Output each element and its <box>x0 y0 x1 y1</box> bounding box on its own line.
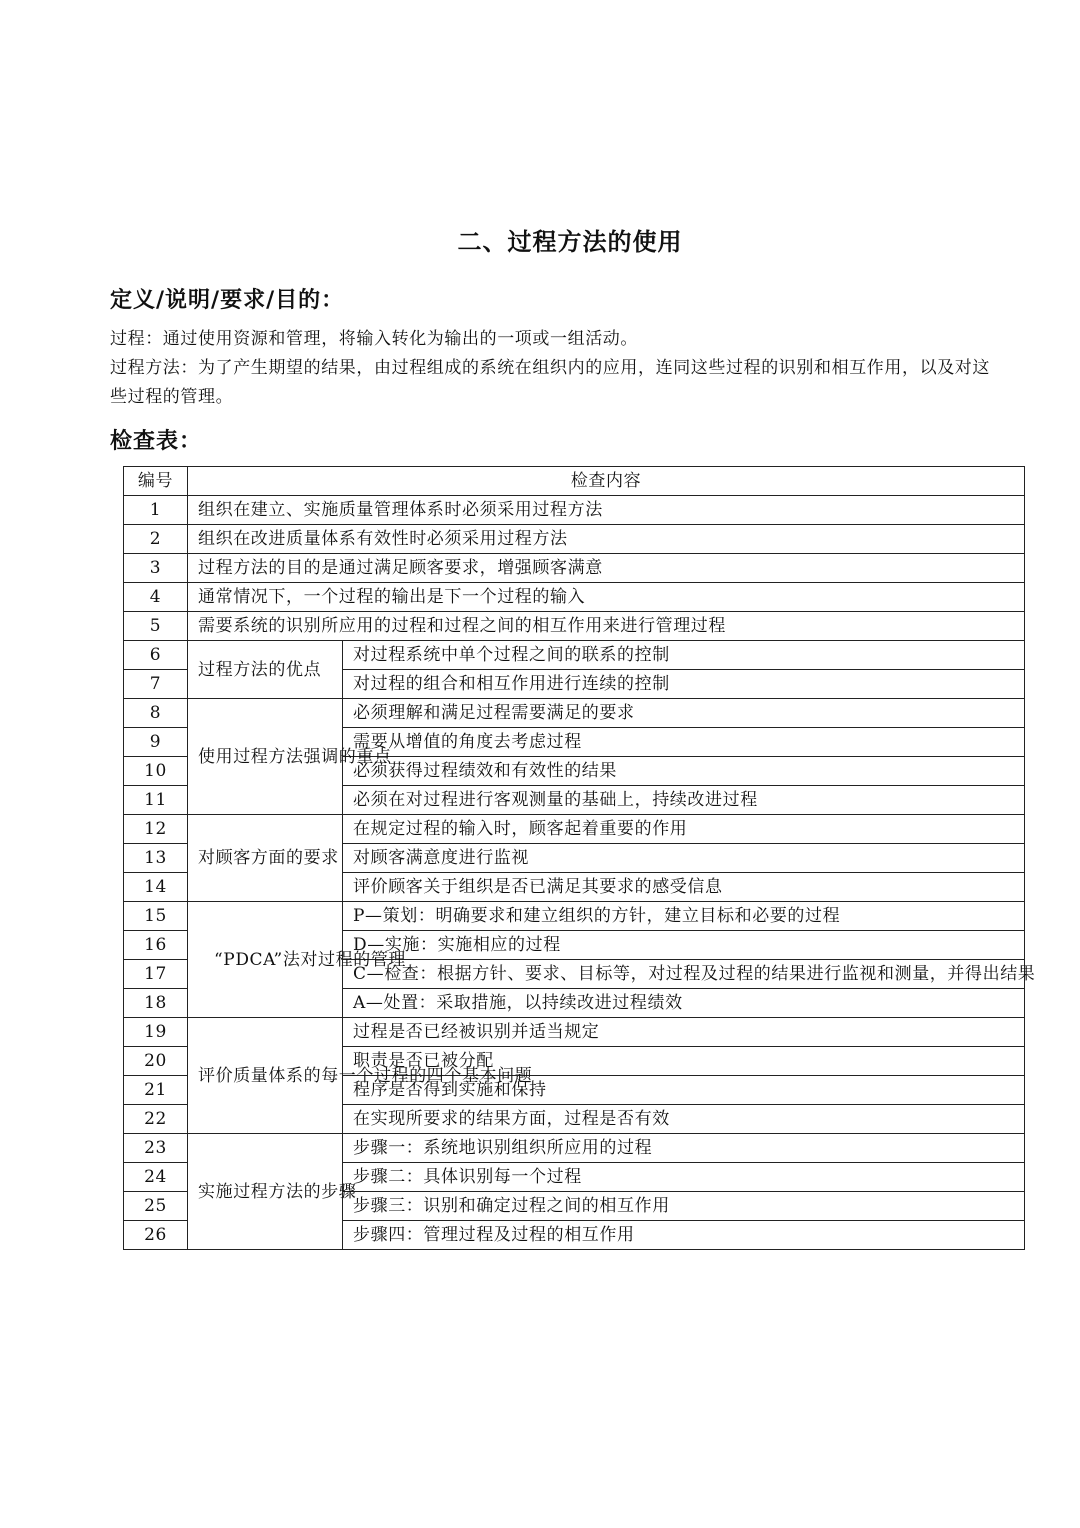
row-number: 18 <box>124 989 188 1018</box>
row-content: 评价顾客关于组织是否已满足其要求的感受信息 <box>343 873 1025 902</box>
row-number: 9 <box>124 728 188 757</box>
row-number: 25 <box>124 1192 188 1221</box>
row-number: 3 <box>124 554 188 583</box>
row-number: 10 <box>124 757 188 786</box>
row-number: 14 <box>124 873 188 902</box>
row-number: 1 <box>124 496 188 525</box>
row-content: C—检查：根据方针、要求、目标等，对过程及过程的结果进行监视和测量，并得出结果 <box>343 960 1025 989</box>
table-row <box>124 815 1025 844</box>
table-row <box>124 1134 1025 1163</box>
row-number: 11 <box>124 786 188 815</box>
category-four-questions: 评价质量体系的每一个过程的四个基本问题 <box>188 1018 343 1134</box>
row-content: 步骤四：管理过程及过程的相互作用 <box>343 1221 1025 1250</box>
definition-paragraph-process-approach: 过程方法：为了产生期望的结果，由过程组成的系统在组织内的应用，连同这些过程的识别和相互作用，以及对这些过程的管理。 <box>110 358 990 407</box>
checklist-heading: 检查表： <box>110 429 203 454</box>
category-advantages: 过程方法的优点 <box>188 641 343 699</box>
row-content: 程序是否得到实施和保持 <box>343 1076 1025 1105</box>
table-row <box>124 525 1025 554</box>
row-number: 26 <box>124 1221 188 1250</box>
row-content: 需要从增值的角度去考虑过程 <box>343 728 1025 757</box>
table-row <box>124 583 1025 612</box>
row-content: 在实现所要求的结果方面，过程是否有效 <box>343 1105 1025 1134</box>
page-title: 二、过程方法的使用 <box>457 228 683 256</box>
definition-paragraph-process: 过程：通过使用资源和管理，将输入转化为输出的一项或一组活动。 <box>110 329 638 349</box>
table-row <box>124 699 1025 728</box>
row-content: 职责是否已被分配 <box>343 1047 1025 1076</box>
row-content: 对过程的组合和相互作用进行连续的控制 <box>343 670 1025 699</box>
row-number: 6 <box>124 641 188 670</box>
row-content: 在规定过程的输入时，顾客起着重要的作用 <box>343 815 1025 844</box>
header-content: 检查内容 <box>188 467 1025 496</box>
row-content: 组织在改进质量体系有效性时必须采用过程方法 <box>188 525 1025 554</box>
row-number: 12 <box>124 815 188 844</box>
row-content: 对顾客满意度进行监视 <box>343 844 1025 873</box>
row-content: 需要系统的识别所应用的过程和过程之间的相互作用来进行管理过程 <box>188 612 1025 641</box>
header-number: 编号 <box>124 467 188 496</box>
row-number: 17 <box>124 960 188 989</box>
row-number: 22 <box>124 1105 188 1134</box>
checklist-table <box>123 466 1036 1250</box>
table-row <box>124 496 1025 525</box>
row-number: 23 <box>124 1134 188 1163</box>
row-number: 13 <box>124 844 188 873</box>
row-number: 16 <box>124 931 188 960</box>
row-number: 20 <box>124 1047 188 1076</box>
table-row <box>124 902 1025 931</box>
category-emphasis: 使用过程方法强调的重点 <box>188 699 343 815</box>
row-content: 必须获得过程绩效和有效性的结果 <box>343 757 1025 786</box>
row-content: 组织在建立、实施质量管理体系时必须采用过程方法 <box>188 496 1025 525</box>
row-content: A—处置：采取措施，以持续改进过程绩效 <box>343 989 1025 1018</box>
row-content: P—策划：明确要求和建立组织的方针，建立目标和必要的过程 <box>343 902 1025 931</box>
row-content: 过程是否已经被识别并适当规定 <box>343 1018 1025 1047</box>
table-row <box>124 641 1025 670</box>
row-number: 21 <box>124 1076 188 1105</box>
row-number: 15 <box>124 902 188 931</box>
table-row <box>124 554 1025 583</box>
row-content: 必须理解和满足过程需要满足的要求 <box>343 699 1025 728</box>
table-row <box>124 1018 1025 1047</box>
row-content: 对过程系统中单个过程之间的联系的控制 <box>343 641 1025 670</box>
category-pdca: “PDCA”法对过程的管理 <box>188 902 343 1018</box>
definition-heading: 定义/说明/要求/目的： <box>110 288 345 313</box>
row-number: 19 <box>124 1018 188 1047</box>
row-content: 过程方法的目的是通过满足顾客要求，增强顾客满意 <box>188 554 1025 583</box>
row-number: 4 <box>124 583 188 612</box>
row-content: 步骤三：识别和确定过程之间的相互作用 <box>343 1192 1025 1221</box>
row-number: 7 <box>124 670 188 699</box>
row-content: 步骤一：系统地识别组织所应用的过程 <box>343 1134 1025 1163</box>
row-number: 8 <box>124 699 188 728</box>
category-customer-requirements: 对顾客方面的要求 <box>188 815 343 902</box>
category-implementation-steps: 实施过程方法的步骤 <box>188 1134 343 1250</box>
row-number: 24 <box>124 1163 188 1192</box>
table-header-row <box>124 467 1025 496</box>
row-content: 必须在对过程进行客观测量的基础上，持续改进过程 <box>343 786 1025 815</box>
row-number: 5 <box>124 612 188 641</box>
table-row <box>124 612 1025 641</box>
row-number: 2 <box>124 525 188 554</box>
row-content: 步骤二：具体识别每一个过程 <box>343 1163 1025 1192</box>
row-content: 通常情况下，一个过程的输出是下一个过程的输入 <box>188 583 1025 612</box>
row-content: D—实施：实施相应的过程 <box>343 931 1025 960</box>
